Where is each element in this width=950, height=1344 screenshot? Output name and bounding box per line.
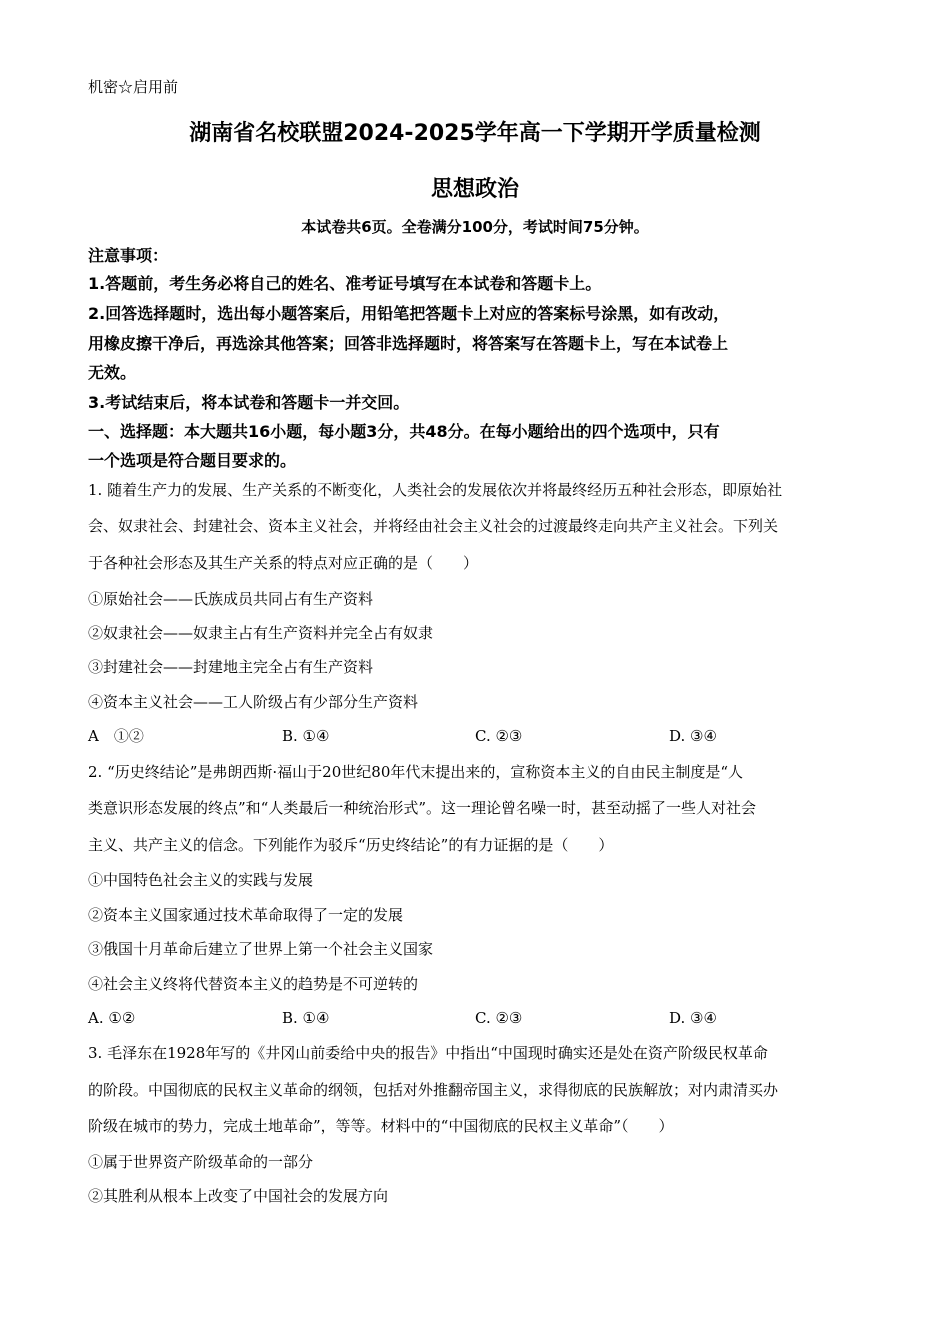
option-d[interactable]: D. ③④ [669,727,717,745]
question-2-item: ①中国特色社会主义的实践与发展 [88,871,314,889]
question-3-item: ①属于世界资产阶级革命的一部分 [88,1153,314,1171]
option-b[interactable]: B. ①④ [282,1009,330,1027]
question-2-stem: 2. “历史终结论”是弗朗西斯·福山于20世纪80年代末提出来的，宣称资本主义的自由民主制度是“人 [88,763,744,781]
question-2-item: ②资本主义国家通过技术革命取得了一定的发展 [88,906,404,924]
note-line: 2.回答选择题时，选出每小题答案后，用铅笔把答题卡上对应的答案标号涂黑，如有改动， [88,304,730,323]
option-a[interactable]: A. ①② [88,1009,136,1027]
section-heading: 一个选项是符合题目要求的。 [88,451,297,470]
question-3-stem: 3. 毛泽东在1928年写的《井冈山前委给中央的报告》中指出“中国现时确实还是处在资产阶级民权革命 [88,1044,768,1062]
question-2-item: ④社会主义终将代替资本主义的趋势是不可逆转的 [88,975,419,993]
option-c[interactable]: C. ②③ [475,1009,523,1027]
question-1-item: ②奴隶社会——奴隶主占有生产资料并完全占有奴隶 [88,624,434,642]
question-1-stem: 会、奴隶社会、封建社会、资本主义社会，并将经由社会主义社会的过渡最终走向共产主义社会。下列关 [88,517,779,535]
question-1-stem: 1. 随着生产力的发展、生产关系的不断变化，人类社会的发展依次并将最终经历五种社会形态，即原始社 [88,481,783,499]
question-2-stem: 类意识形态发展的终点”和“人类最后一种统治形式”。这一理论曾名噪一时，甚至动摇了一些人对社会 [88,799,757,817]
question-3-stem: 的阶段。中国彻底的民权主义革命的纲领，包括对外推翻帝国主义，求得彻底的民族解放；对内肃清买办 [88,1081,779,1099]
notes-heading: 注意事项： [88,246,169,265]
note-line: 3.考试结束后，将本试卷和答题卡一并交回。 [88,393,410,412]
question-1-item: ①原始社会——氏族成员共同占有生产资料 [88,590,374,608]
note-line: 无效。 [88,363,137,382]
question-1-item: ③封建社会——封建地主完全占有生产资料 [88,658,374,676]
option-d[interactable]: D. ③④ [669,1009,717,1027]
confidential-label: 机密☆启用前 [88,78,179,96]
note-line: 用橡皮擦干净后，再选涂其他答案；回答非选择题时，将答案写在答题卡上，写在本试卷上 [88,334,729,353]
question-3-stem: 阶级在城市的势力，完成土地革命”，等等。材料中的“中国彻底的民权主义革命”（ ） [88,1117,674,1135]
question-1-stem: 于各种社会形态及其生产关系的特点对应正确的是（ ） [88,554,479,572]
question-2-stem: 主义、共产主义的信念。下列能作为驳斥“历史终结论”的有力证据的是（ ） [88,836,614,854]
option-c[interactable]: C. ②③ [475,727,523,745]
option-b[interactable]: B. ①④ [282,727,330,745]
option-a[interactable]: A ①② [88,727,144,745]
question-3-item: ②其胜利从根本上改变了中国社会的发展方向 [88,1187,389,1205]
section-heading: 一、选择题：本大题共16小题，每小题3分，共48分。在每小题给出的四个选项中，只有 [88,422,720,441]
note-line: 1.答题前，考生务必将自己的姓名、准考证号填写在本试卷和答题卡上。 [88,274,602,293]
exam-info: 本试卷共6页。全卷满分100分，考试时间75分钟。 [301,218,649,236]
question-2-item: ③俄国十月革命后建立了世界上第一个社会主义国家 [88,940,434,958]
subject-title: 思想政治 [430,177,519,202]
question-1-item: ④资本主义社会——工人阶级占有少部分生产资料 [88,693,419,711]
exam-title: 湖南省名校联盟2024-2025学年高一下学期开学质量检测 [189,121,761,146]
